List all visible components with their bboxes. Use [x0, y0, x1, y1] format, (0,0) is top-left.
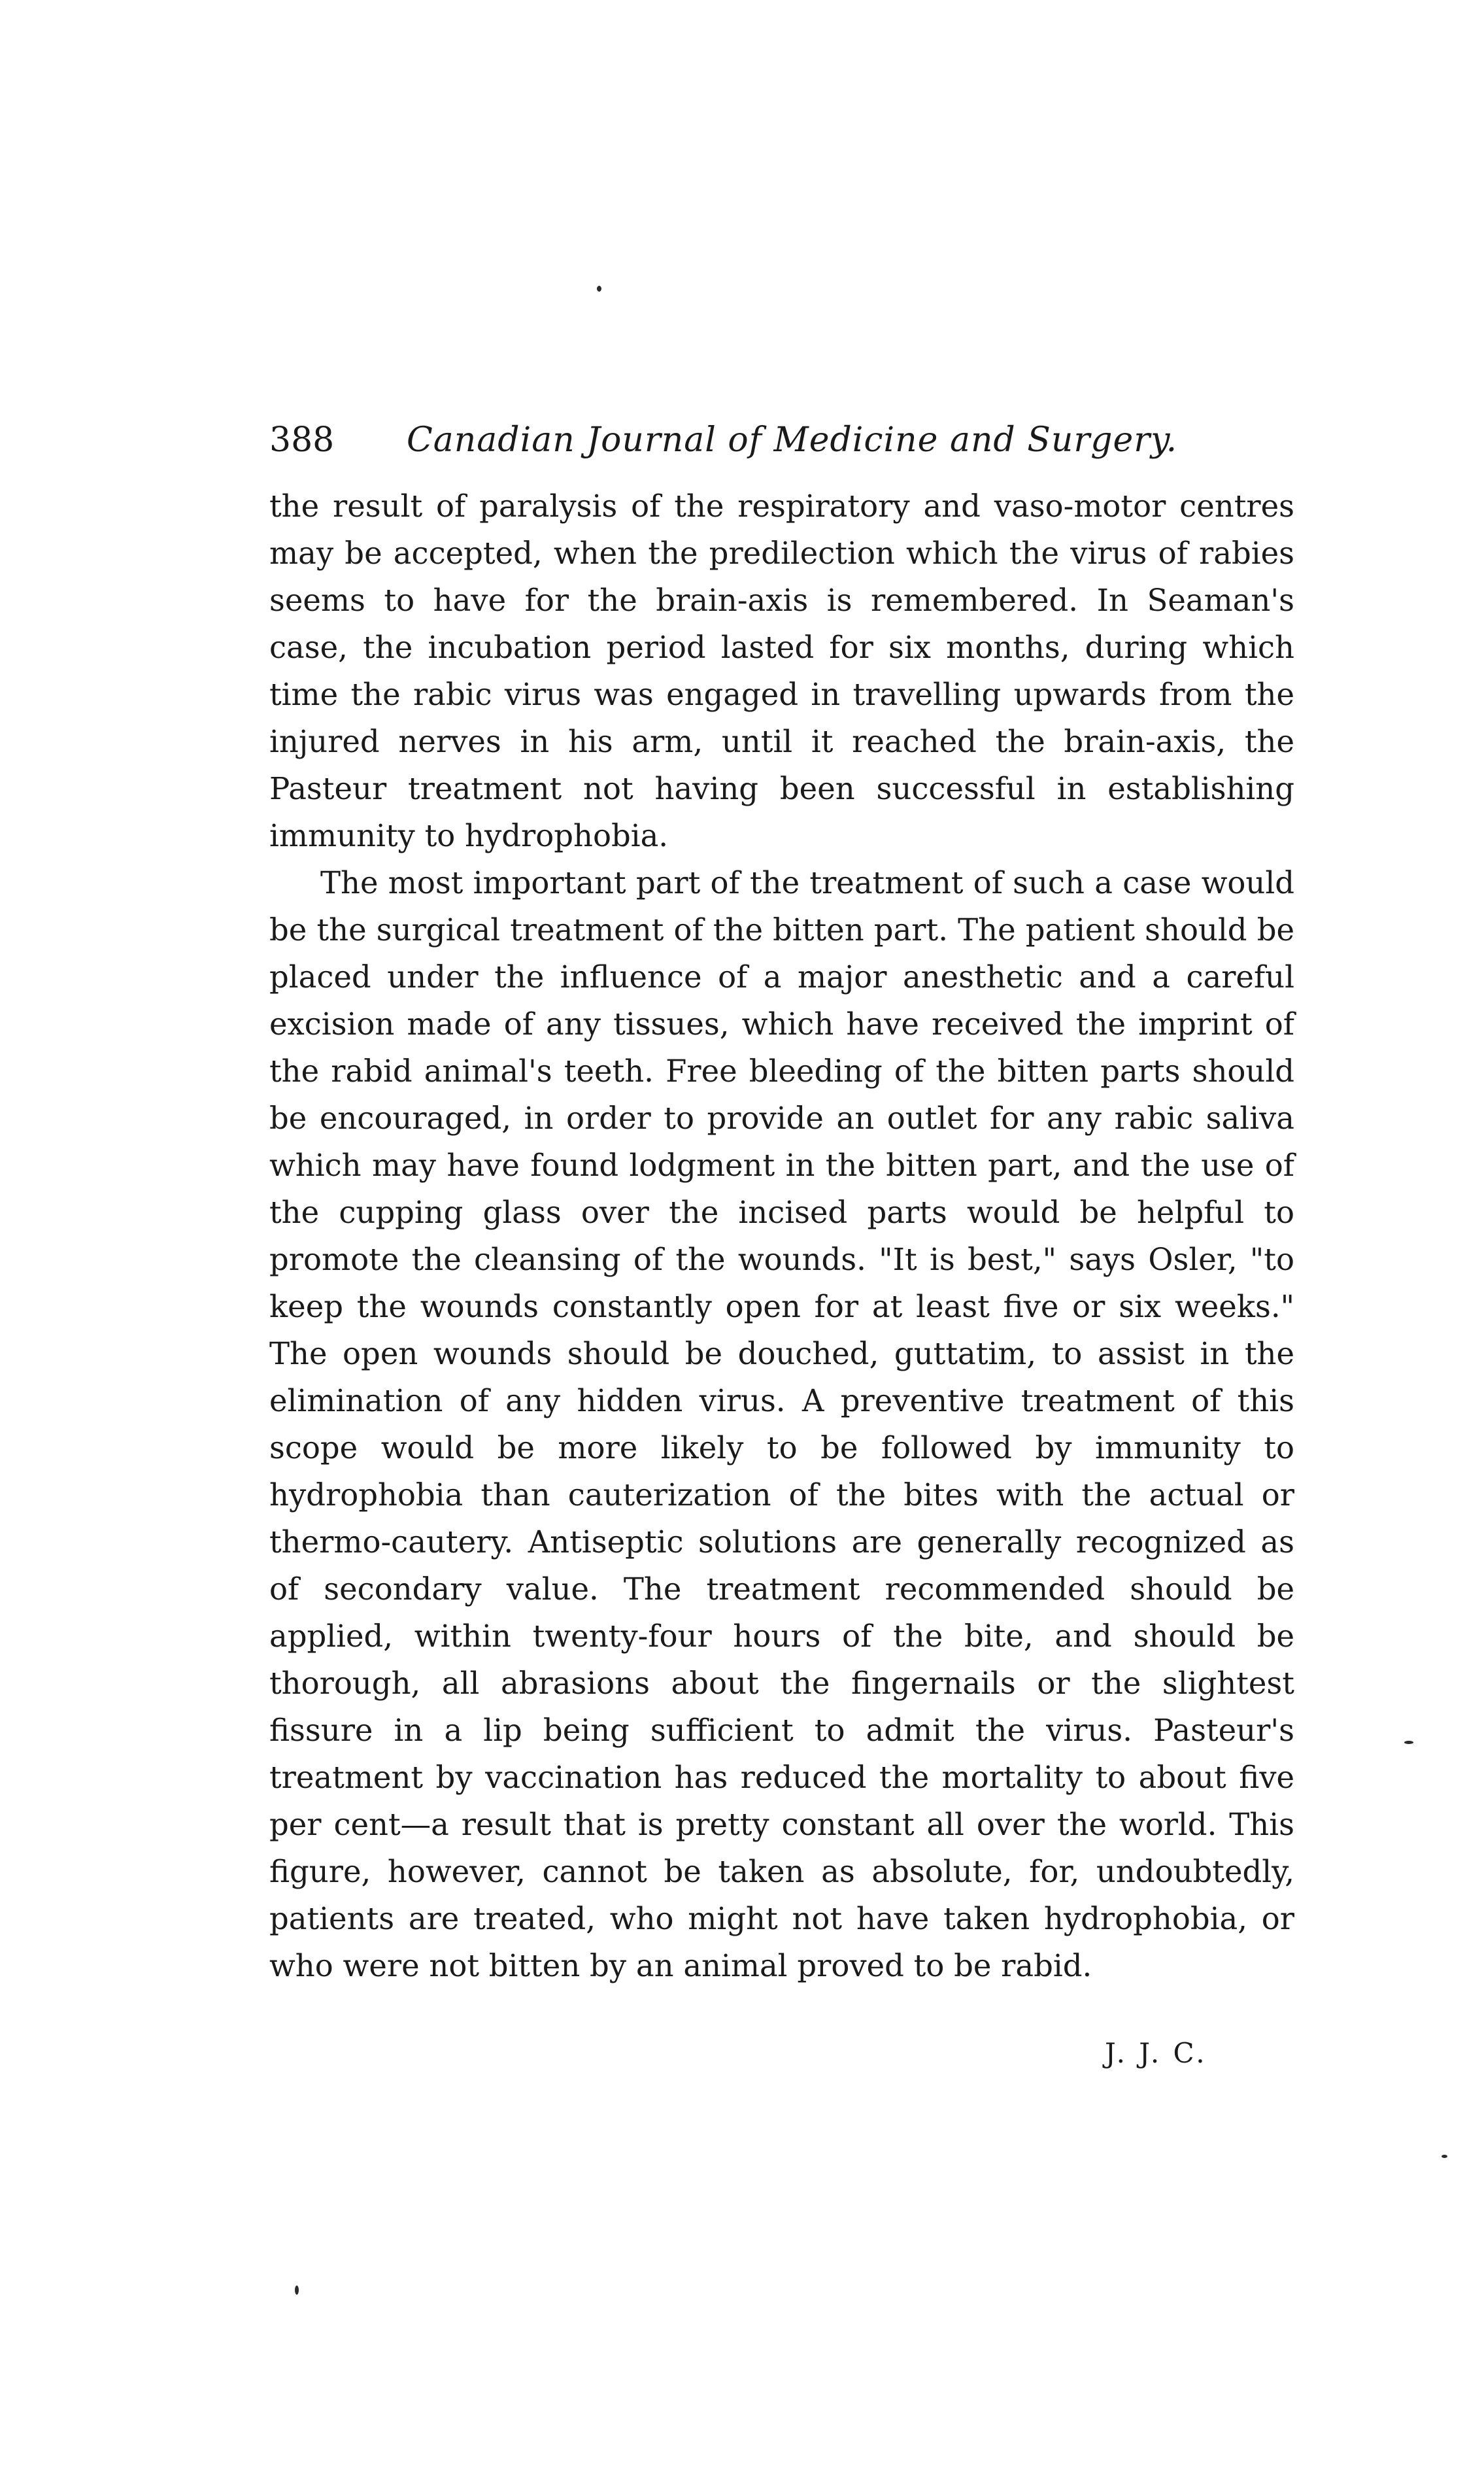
author-signature: J. J. C.	[1105, 2037, 1207, 2069]
scan-speck	[1442, 2155, 1447, 2158]
paragraph-1: the result of paralysis of the respiratory and vaso-motor centres may be accepted, when the predilection which the virus of rabies seems to have for the brain-axis is remembered. In Seaman's case, the incubation period lasted for six months, during which time the rabic virus was engaged in travelling upwards from the injured nerves in his arm, until it reached the brain-axis, the Pasteur treatment not having been successful in establishing immunity to hydrophobia.	[269, 488, 1294, 853]
paragraph-2: The most important part of the treatment of such a case would be the surgical treatment of the bitten part. The patient should be placed under the influence of a major anesthetic and a careful excision made of any tissues, which have received the imprint of the rabid animal's teeth. Free bleeding of the bitten parts should be encouraged, in order to provide an outlet for any rabic saliva which may have found lodgment in the bitten part, and the use of the cupping glass over the incised parts would be helpful to promote the cleansing of the wounds. "It is best," says Osler, "to keep the wounds constantly open for at least five or six weeks." The open wounds should be douched, guttatim, to assist in the elimination of any hidden virus. A preventive treatment of this scope would be more likely to be followed by immunity to hydrophobia than cauterization of the bites with the actual or thermo-cautery. Antiseptic solutions are generally recognized as of secondary value. The treatment recommended should be applied, within twenty-four hours of the bite, and should be thorough, all abrasions about the fingernails or the slightest fissure in a lip being sufficient to admit the virus. Pasteur's treatment by vaccination has reduced the mortality to about five per cent—a result that is pretty constant all over the world. This figure, however, cannot be taken as absolute, for, undoubtedly, patients are treated, who might not have taken hydrophobia, or who were not bitten by an animal proved to be rabid.	[269, 865, 1294, 1983]
journal-title: Canadian Journal of Medicine and Surgery.	[407, 420, 1178, 460]
article-body	[269, 483, 1294, 1989]
scan-speck	[295, 2286, 299, 2295]
page-number: 388	[269, 420, 335, 460]
scan-speck	[597, 286, 601, 292]
running-header	[269, 411, 1302, 470]
scan-speck	[1404, 1741, 1413, 1744]
